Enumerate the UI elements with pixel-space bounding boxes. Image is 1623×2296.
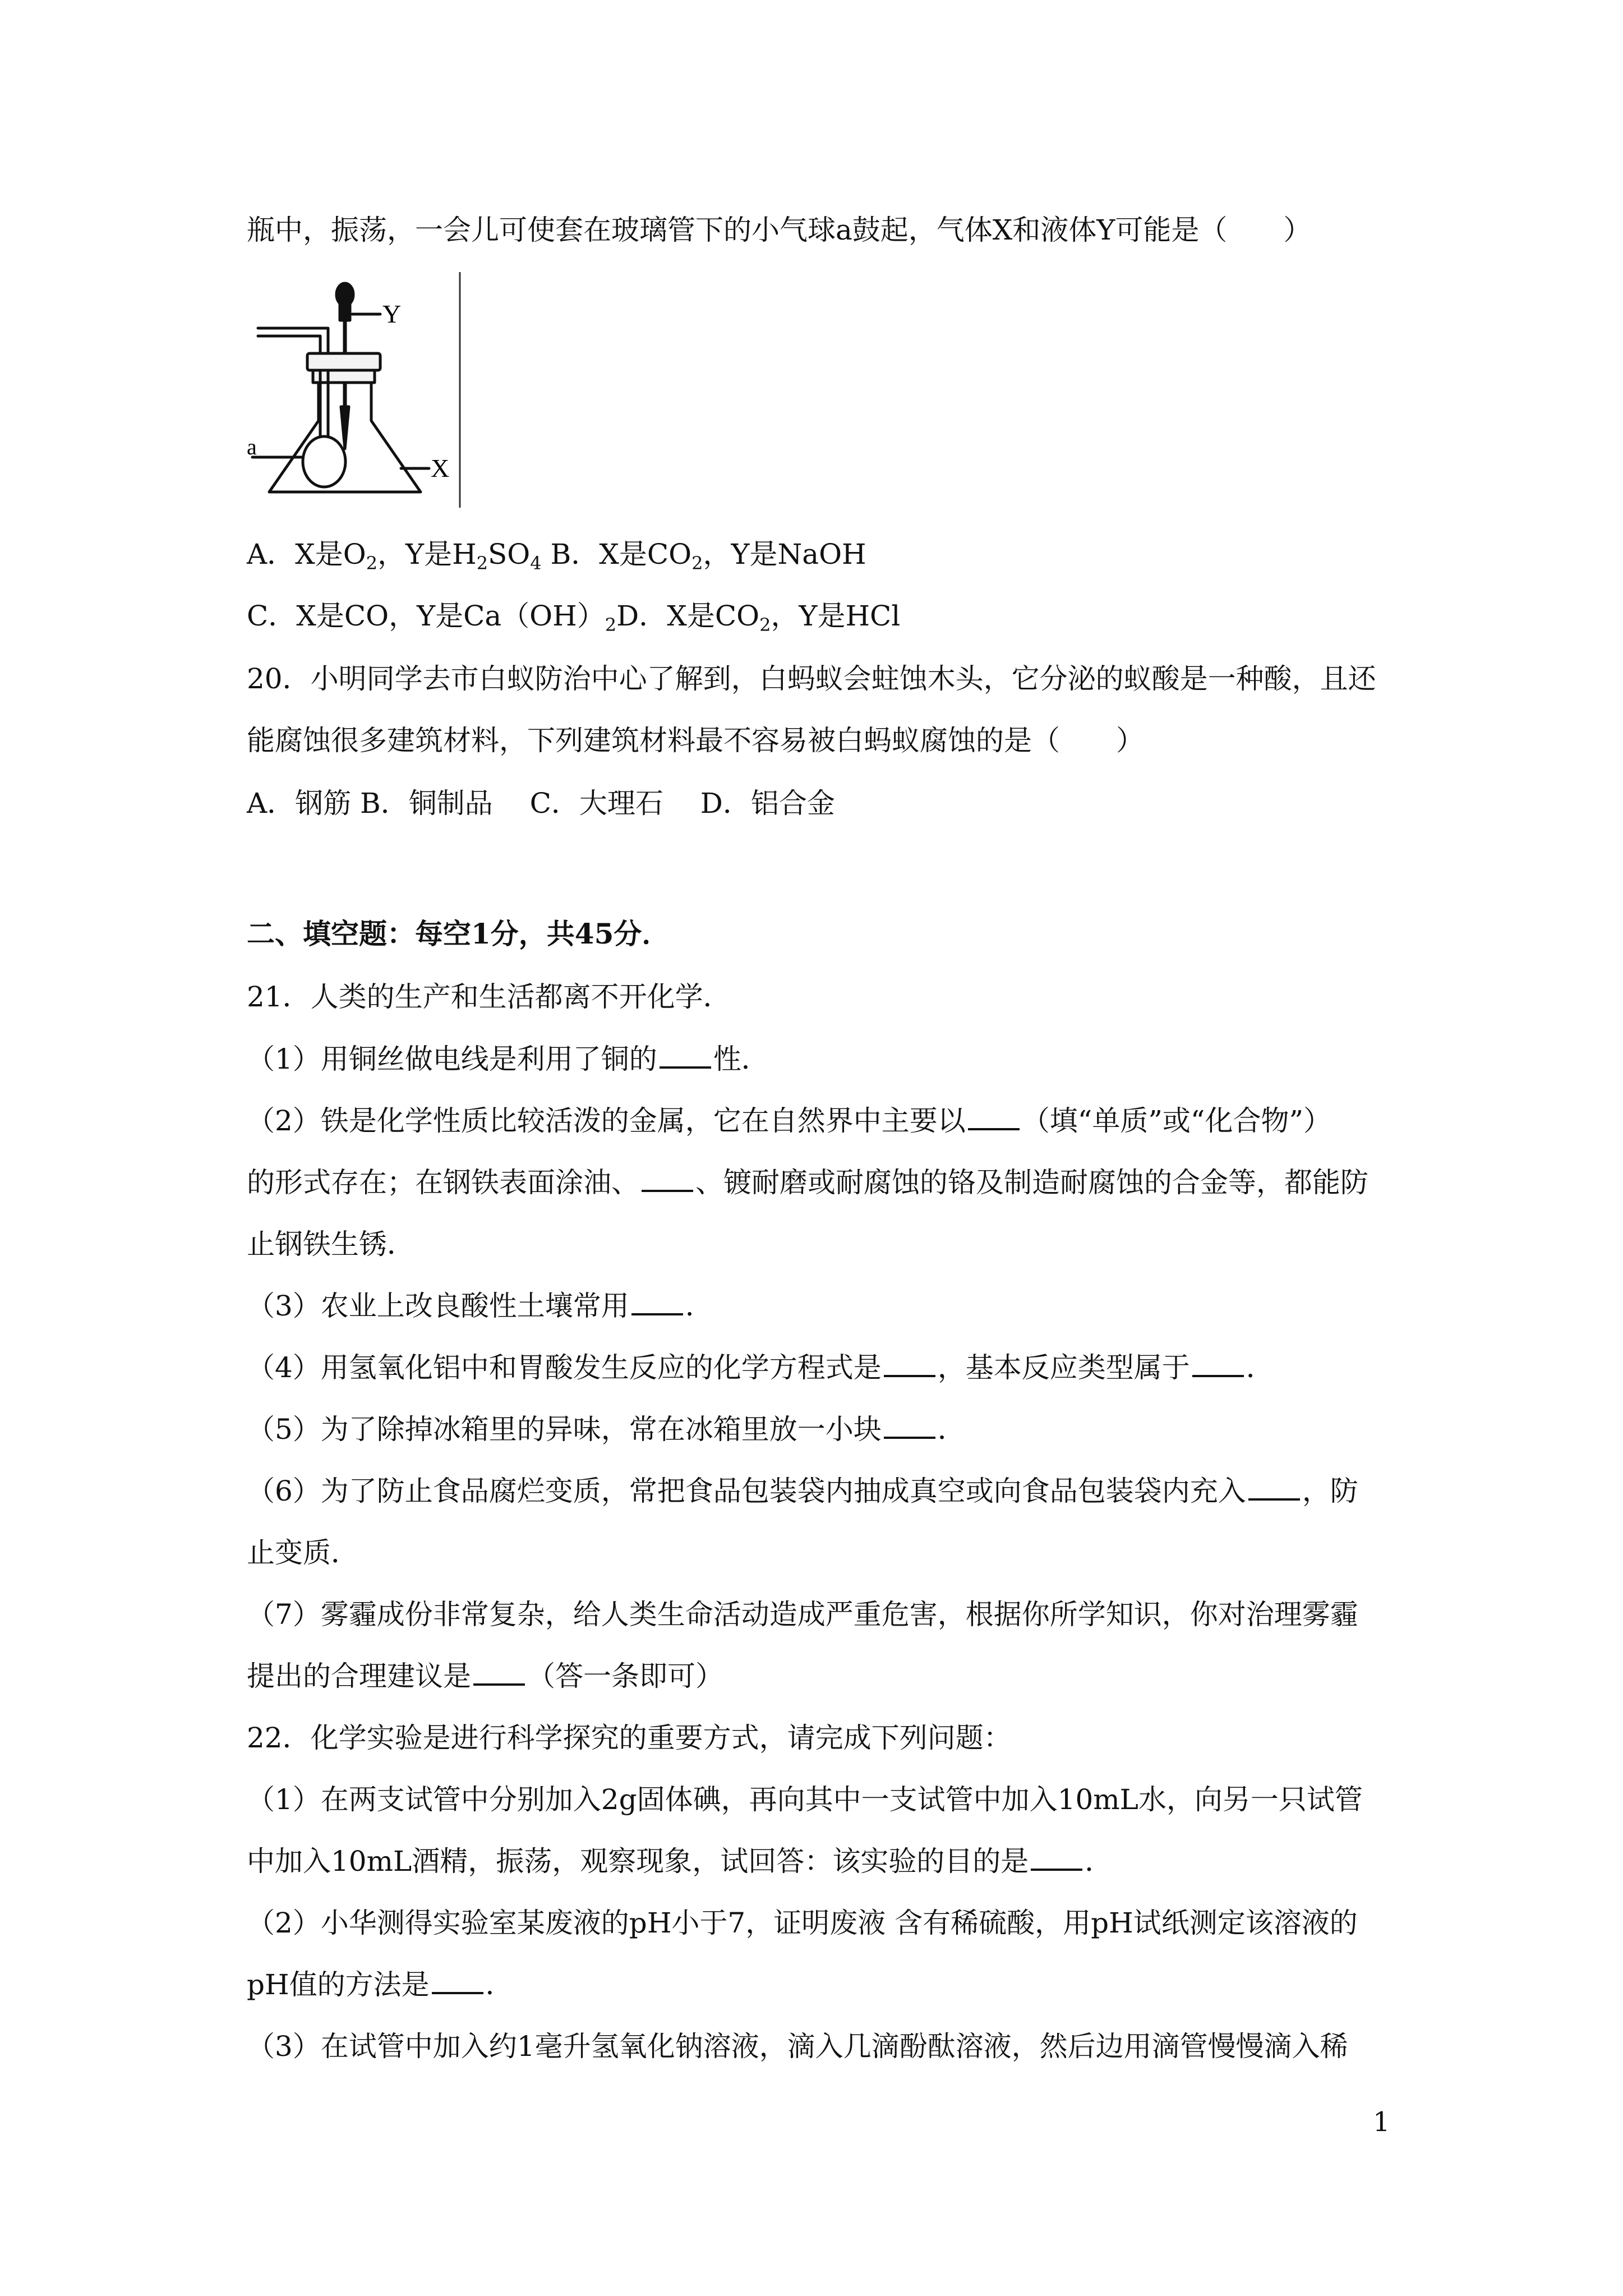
q21-item-1: （1）用铜丝做电线是利用了铜的 性． [247, 1043, 769, 1075]
answer-blank [642, 1166, 693, 1192]
answer-blank [1248, 1475, 1300, 1501]
q21-item-6: （6）为了防止食品腐烂变质，常把食品包装袋内抽成真空或向食品包装袋内充入 ，防 [247, 1475, 1358, 1507]
flask-figure [252, 272, 460, 508]
answer-blank [1031, 1845, 1082, 1871]
answer-blank [968, 1105, 1020, 1130]
page-number: 1 [1373, 2106, 1390, 2138]
q20-stem-line2: 能腐蚀很多建筑材料，下列建筑材料最不容易被白蚂蚁腐蚀的是（ ） [247, 724, 1144, 757]
q21-item-2-end: 止钢铁生锈． [247, 1228, 415, 1260]
q21-item-7: （7）雾霾成份非常复杂，给人类生命活动造成严重危害，根据你所学知识，你对治理雾霾 [247, 1598, 1358, 1631]
flask-apparatus-diagram [247, 272, 468, 508]
q22-item-3: （3）在试管中加入约1毫升氢氧化钠溶液，滴入几滴酚酞溶液，然后边用滴管慢慢滴入稀 [247, 2030, 1348, 2063]
answer-blank [432, 1968, 483, 1994]
answer-blank [473, 1660, 525, 1686]
label-x: X [431, 454, 450, 482]
answer-blank [884, 1413, 935, 1439]
q22-item-1: （1）在两支试管中分别加入2g固体碘，再向其中一支试管中加入10mL水，向另一只试管 [247, 1783, 1363, 1816]
answer-blank [631, 1290, 683, 1315]
section-heading: 二、填空题：每空1分，共45分． [247, 917, 670, 950]
q20-stem-line1: 20．小明同学去市白蚁防治中心了解到，白蚂蚁会蛀蚀木头，它分泌的蚁酸是一种酸，且还 [247, 662, 1376, 695]
q22-item-2: （2）小华测得实验室某废液的pH小于7，证明废液 含有稀硫酸，用pH试纸测定该溶液的 [247, 1907, 1358, 1939]
label-y: Y [382, 300, 402, 328]
q19-options-ab: A．X是$O_2$，Y是$H_2SO_4$ B．X是$CO_2$，Y是NaOH [247, 538, 866, 574]
q19-options-cd: C．X是CO，Y是$Ca(OH)_2D$．X是$CO_2$，Y是HCl [247, 600, 901, 636]
answer-blank [1192, 1351, 1244, 1377]
q21-item-2: （2）铁是化学性质比较活泼的金属，它在自然界中主要以 （填“单质”或“化合物”） [247, 1105, 1332, 1137]
q22-item-2-cont: pH值的方法是 ． [247, 1968, 514, 2001]
q21-item-3: （3）农业上改良酸性土壤常用 ． [247, 1290, 713, 1322]
q21-item-2-cont: 的形式存在；在钢铁表面涂油、 、镀耐磨或耐腐蚀的铬及制造耐腐蚀的合金等，都能防 [247, 1166, 1368, 1199]
q21-item-4: （4）用氢氧化铝中和胃酸发生反应的化学方程式是 ，基本反应类型属于 ． [247, 1351, 1274, 1384]
q22-item-1-cont: 中加入10mL酒精，振荡，观察现象，试回答：该实验的目的是 ． [247, 1845, 1113, 1878]
label-a: a [247, 434, 257, 459]
answer-blank [660, 1043, 711, 1069]
q21-item-7-cont: 提出的合理建议是 （答一条即可） [247, 1660, 723, 1692]
q21-item-6-end: 止变质． [247, 1536, 359, 1569]
q22-stem: 22．化学实验是进行科学探究的重要方式，请完成下列问题： [247, 1722, 1012, 1754]
q21-item-5: （5）为了除掉冰箱里的异味，常在冰箱里放一小块 ． [247, 1413, 966, 1446]
q20-options: A．钢筋 B．铜制品 C．大理石 D．铝合金 [247, 787, 835, 820]
q21-stem: 21．人类的生产和生活都离不开化学． [247, 981, 731, 1013]
answer-blank [884, 1351, 935, 1377]
q19-stem: 瓶中，振荡，一会儿可使套在玻璃管下的小气球a鼓起，气体X和液体Y可能是（ ） [247, 214, 1312, 246]
